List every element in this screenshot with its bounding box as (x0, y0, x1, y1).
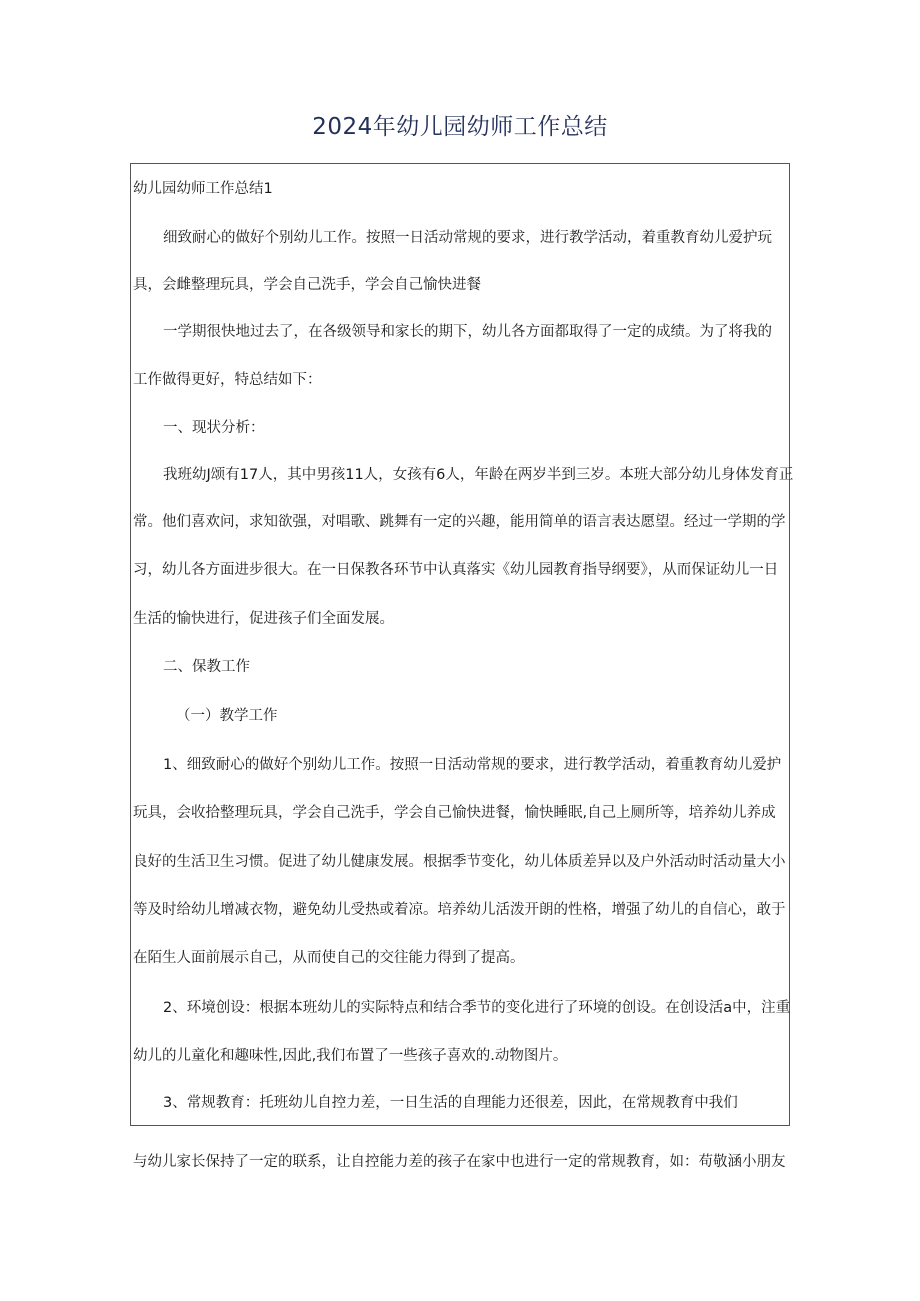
text-line: 工作做得更好，特总结如下： (133, 372, 322, 388)
text-line: 生活的愉快进行，促进孩子们全面发展。 (133, 611, 394, 627)
text-line: 具，会雌整理玩具，学会自己洗手，学会自己愉快进餐 (133, 277, 481, 293)
text-line: 一学期很快地过去了，在各级领导和家长的期下，幼儿各方面都取得了一定的成绩。为了将我的 (163, 324, 772, 340)
text-line: 等及时给幼儿增减衣物，避免幼儿受热或着凉。培养幼儿活泼开朗的性格，增强了幼儿的自信心，敢于 (133, 902, 786, 918)
text-line: 一、现状分析： (163, 420, 265, 436)
text-line: 幼儿园幼师工作总结1 (133, 181, 273, 197)
text-line: 在陌生人面前展示自己，从而使自己的交往能力得到了提高。 (133, 950, 525, 966)
text-line: 2、环境创设：根据本班幼儿的实际特点和结合季节的变化进行了环境的创设。在创设活a中，注重 (163, 1000, 791, 1016)
content-frame (130, 163, 790, 1126)
text-line: （一）教学工作 (176, 708, 278, 724)
text-line: 我班幼J颂有17人，其中男孩11人，女孩有6人，年龄在两岁半到三岁。本班大部分幼儿身体发育正 (163, 467, 794, 483)
text-line: 习，幼儿各方面进步很大。在一日保教各环节中认真落实《幼儿园教育指导纲要》，从而保证幼儿一日 (133, 562, 779, 578)
text-line: 玩具，会收拾整理玩具，学会自己洗手，学会自己愉快进餐，愉快睡眠,自己上厕所等，培养幼儿养成 (133, 805, 776, 821)
text-line: 与幼儿家长保持了一定的联系，让自控能力差的孩子在家中也进行一定的常规教育，如：苟敬涵小朋友 (133, 1154, 786, 1170)
text-line: 3、常规教育：托班幼儿自控力差，一日生活的自理能力还很差，因此，在常规教育中我们 (163, 1095, 738, 1111)
text-line: 良好的生活卫生习惯。促进了幼儿健康发展。根据季节变化，幼儿体质差异以及户外活动时活动量大小 (133, 854, 786, 870)
text-line: 1、细致耐心的做好个别幼儿工作。按照一日活动常规的要求，进行教学活动，着重教育幼儿爱护 (163, 757, 782, 773)
document-title: 2024年幼儿园幼师工作总结 (312, 114, 608, 140)
text-line: 幼儿的儿童化和趣味性,因此,我们布置了一些孩子喜欢的.动物图片。 (133, 1048, 568, 1064)
text-line: 二、保教工作 (163, 659, 250, 675)
text-line: 常。他们喜欢问，求知欲强，对唱歌、跳舞有一定的兴趣，能用简单的语言表达愿望。经过一学期的学 (133, 514, 786, 530)
text-line: 细致耐心的做好个别幼儿工作。按照一日活动常规的要求，进行教学活动，着重教育幼儿爱护玩 (163, 230, 772, 246)
